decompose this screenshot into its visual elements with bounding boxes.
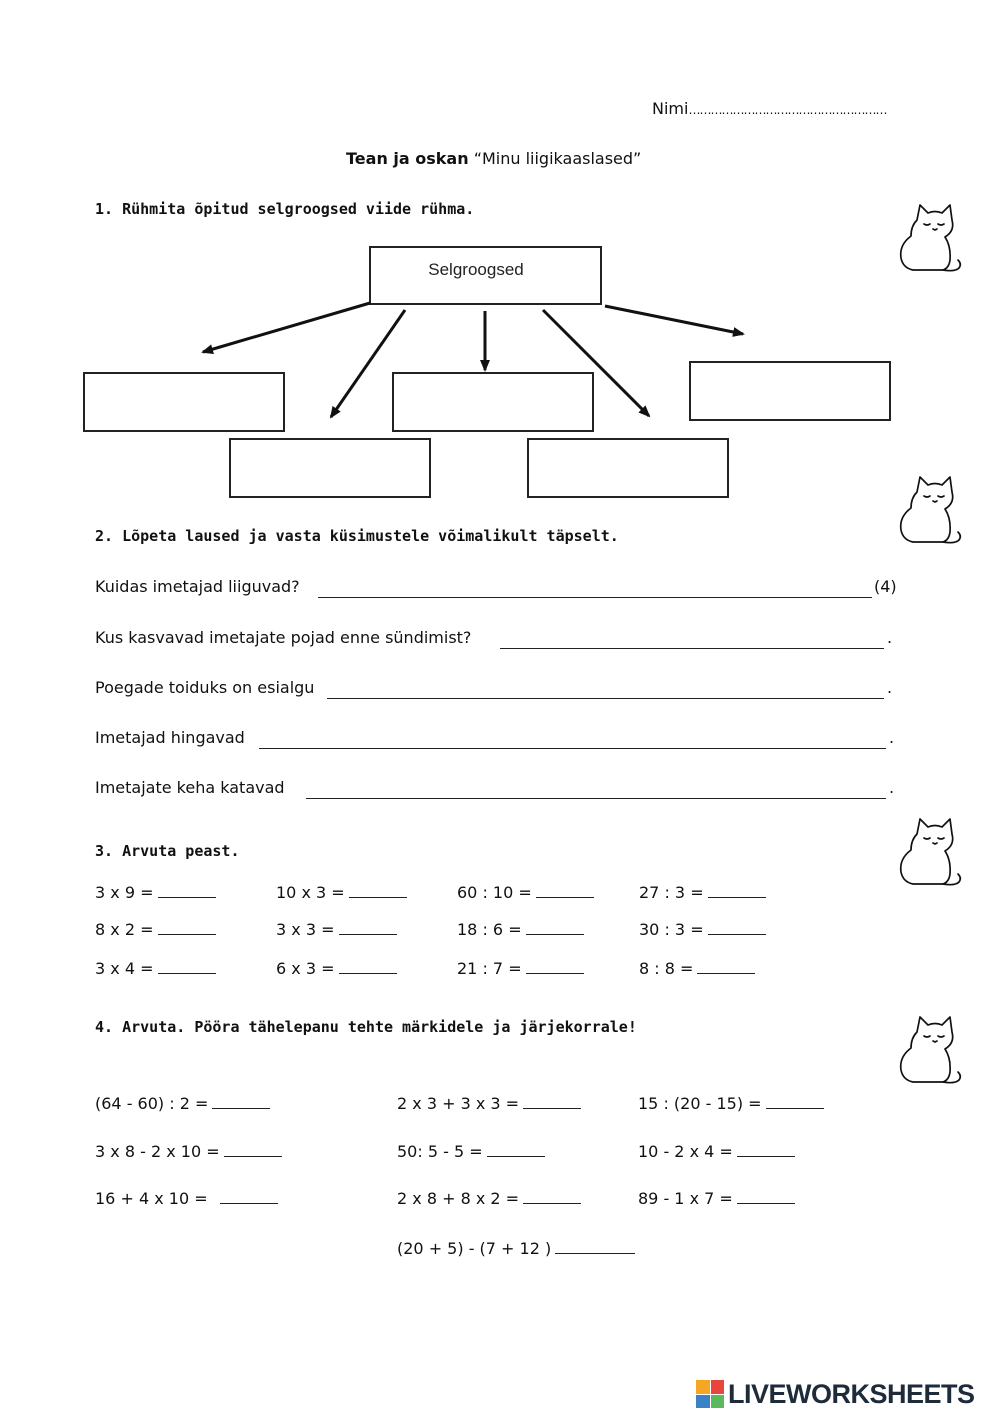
answer-blank[interactable] — [349, 881, 407, 898]
answer-blank[interactable] — [523, 1092, 581, 1109]
task3-item: 60 : 10 = — [457, 881, 594, 901]
arrow-1 — [203, 303, 370, 352]
cat-icon — [893, 1010, 965, 1092]
liveworksheets-logo[interactable] — [696, 1378, 975, 1410]
answer-blank[interactable] — [158, 881, 216, 898]
task4-item: 50: 5 - 5 = — [397, 1140, 545, 1160]
answer-blank[interactable] — [737, 1187, 795, 1204]
group-box-1[interactable] — [83, 372, 285, 432]
task3-item: 30 : 3 = — [639, 918, 766, 938]
task4-item: 89 - 1 x 7 = — [638, 1187, 795, 1207]
task3-item: 10 x 3 = — [276, 881, 407, 901]
task4-item: 10 - 2 x 4 = — [638, 1140, 795, 1160]
task4-item: 16 + 4 x 10 = — [95, 1187, 278, 1207]
task3-item: 18 : 6 = — [457, 918, 584, 938]
task3-item: 21 : 7 = — [457, 957, 584, 977]
answer-blank[interactable] — [158, 957, 216, 974]
task3-item: 3 x 9 = — [95, 881, 216, 901]
logo-text: LIVEWORKSHEETS — [728, 1378, 975, 1409]
answer-blank[interactable] — [697, 957, 755, 974]
name-label: Nimi — [652, 99, 689, 118]
answer-blank[interactable] — [766, 1092, 824, 1109]
answer-blank[interactable] — [523, 1187, 581, 1204]
answer-blank[interactable] — [708, 918, 766, 935]
task2-heading: 2. Lõpeta laused ja vasta küsimustele võimalikult täpselt. — [95, 527, 619, 545]
task3-item: 3 x 3 = — [276, 918, 397, 938]
answer-blank[interactable] — [536, 881, 594, 898]
task2-prompt-1: Kuidas imetajad liiguvad? — [95, 577, 300, 596]
task1-diagram — [0, 0, 1000, 520]
answer-blank[interactable] — [526, 957, 584, 974]
group-box-3[interactable] — [689, 361, 891, 421]
cat-icon — [893, 470, 965, 552]
task3-item: 8 x 2 = — [95, 918, 216, 938]
group-box-2[interactable] — [392, 372, 594, 432]
page-title-rest: “Minu liigikaaslased” — [473, 149, 642, 168]
task2-prompt-5: Imetajate keha katavad — [95, 778, 285, 797]
answer-blank[interactable] — [708, 881, 766, 898]
task3-item: 8 : 8 = — [639, 957, 755, 977]
answer-blank[interactable] — [555, 1237, 635, 1254]
task3-item: 6 x 3 = — [276, 957, 397, 977]
task2-prompt-4: Imetajad hingavad — [95, 728, 245, 747]
task4-item: 3 x 8 - 2 x 10 = — [95, 1140, 282, 1160]
cat-icon — [893, 812, 965, 894]
task2-answer-2[interactable] — [500, 629, 884, 649]
answer-blank[interactable] — [526, 918, 584, 935]
task2-suffix-4: . — [889, 728, 895, 747]
logo-square — [711, 1380, 725, 1394]
cat-icon — [893, 198, 965, 280]
task4-heading: 4. Arvuta. Pööra tähelepanu tehte märkidele ja järjekorrale! — [95, 1018, 637, 1036]
task2-suffix-2: . — [887, 628, 893, 647]
root-box-label: Selgroogsed — [428, 260, 524, 279]
group-box-4[interactable] — [229, 438, 431, 498]
task4-item: 15 : (20 - 15) = — [638, 1092, 824, 1112]
task1-heading: 1. Rühmita õpitud selgroogsed viide rühma. — [95, 200, 475, 218]
answer-blank[interactable] — [487, 1140, 545, 1157]
task3-item: 27 : 3 = — [639, 881, 766, 901]
page-title-bold: Tean ja oskan — [346, 149, 469, 168]
answer-blank[interactable] — [737, 1140, 795, 1157]
task4-item: 2 x 3 + 3 x 3 = — [397, 1092, 581, 1112]
name-dots: ……………………………………………… — [688, 103, 887, 117]
task2-answer-5[interactable] — [306, 779, 886, 799]
task4-item: (64 - 60) : 2 = — [95, 1092, 270, 1112]
task2-answer-1[interactable] — [318, 578, 872, 598]
answer-blank[interactable] — [220, 1187, 278, 1204]
task2-answer-3[interactable] — [327, 679, 884, 699]
task2-prompt-2: Kus kasvavad imetajate pojad enne sündimist? — [95, 628, 472, 647]
answer-blank[interactable] — [224, 1140, 282, 1157]
logo-square — [696, 1395, 710, 1409]
task2-prompt-3: Poegade toiduks on esialgu — [95, 678, 315, 697]
logo-square — [711, 1395, 725, 1409]
task2-suffix-5: . — [889, 778, 895, 797]
task3-heading: 3. Arvuta peast. — [95, 842, 240, 860]
task4-item-last: (20 + 5) - (7 + 12 ) — [397, 1237, 635, 1257]
task2-suffix-1: (4) — [874, 577, 897, 596]
answer-blank[interactable] — [212, 1092, 270, 1109]
answer-blank[interactable] — [339, 957, 397, 974]
task2-suffix-3: . — [887, 678, 893, 697]
answer-blank[interactable] — [158, 918, 216, 935]
logo-square — [696, 1380, 710, 1394]
task4-item: 2 x 8 + 8 x 2 = — [397, 1187, 581, 1207]
logo-badge-icon — [696, 1380, 724, 1408]
task2-answer-4[interactable] — [259, 729, 886, 749]
answer-blank[interactable] — [339, 918, 397, 935]
arrow-5 — [605, 306, 743, 334]
task3-item: 3 x 4 = — [95, 957, 216, 977]
group-box-5[interactable] — [527, 438, 729, 498]
